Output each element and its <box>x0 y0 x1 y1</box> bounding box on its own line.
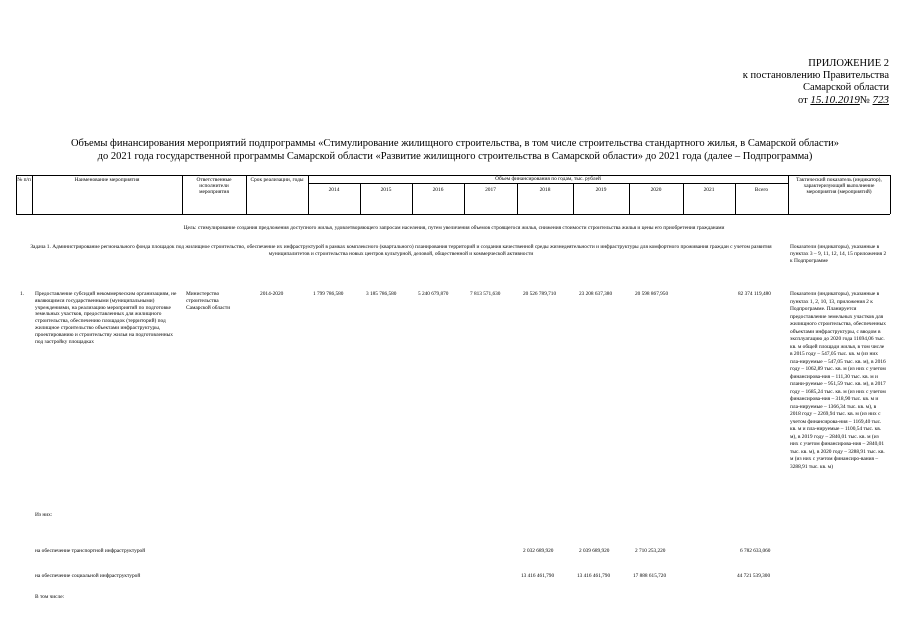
title-line2: до 2021 года государственной программы Самарской области «Развитие жилищного строительства в Самарской области» до 2021 года (далее – Подпрограмма) <box>97 151 813 162</box>
document-title <box>40 137 870 163</box>
title-line1: Объемы финансирования мероприятий подпрограммы «Стимулирование жилищного строительства, в том числе строительства стандартного жилья, в Самарской области» <box>70 138 840 149</box>
header-indicator: Тактический показатель (индикатор), характеризующий выполнение мероприятия (мероприятий) <box>796 177 882 196</box>
row1-2020: 20 598 867,950 <box>635 291 669 297</box>
row1-2018: 20 526 789,710 <box>523 291 557 297</box>
transport-name: на обеспечение транспортной инфраструктурой <box>35 548 146 554</box>
transport-total: 6 782 633,060 <box>740 548 771 554</box>
row1-period: 2014-2020 <box>260 291 284 297</box>
social-2019: 13 416 461,790 <box>577 573 611 579</box>
social-2020: 17 888 615,720 <box>633 573 667 579</box>
row1-exec: Министерство строительства Самарской области <box>186 291 231 311</box>
year-2016: 2016 <box>432 187 444 193</box>
social-2018: 13 416 461,790 <box>521 573 555 579</box>
row1-2017: 7 813 571,630 <box>470 291 501 297</box>
appendix-title: ПРИЛОЖЕНИЕ 2 <box>808 58 889 69</box>
goal-text: Цель: стимулирование создания предложения доступного жилья, удовлетворяющего запросам населения, путем увеличения объемов строящегося жилья, снижения стоимости строительства жилья и цены его приобретения гражданами <box>183 225 725 231</box>
social-name: на обеспечение социальной инфраструктурой <box>35 573 141 579</box>
header-period: Срок реализации, годы <box>250 177 304 183</box>
appendix-number: 723 <box>872 94 889 106</box>
row1-2016: 5 240 679,870 <box>418 291 449 297</box>
year-2017: 2017 <box>485 187 496 193</box>
year-2014: 2014 <box>328 187 340 193</box>
year-2021: 2021 <box>703 187 715 193</box>
row1-2014: 1 799 786,580 <box>313 291 344 297</box>
of-which-label: Из них: <box>35 512 53 518</box>
row1-2019: 23 208 637,380 <box>579 291 613 297</box>
row1-name: Предоставление субсидий некоммерческим организациям, не являющимся государственными (муниципальными) учреждениями, на реализацию мероприятий по подготовке земельных участков, предоставленных для жилищного строительства, обеспечению площадок (территорий) под жилищное строительство объектами инфраструктуры, проектированию и строительству жилья на подготовленных под застройку площадках <box>35 291 177 345</box>
transport-2019: 2 039 689,920 <box>579 548 610 554</box>
appendix-block <box>689 58 889 107</box>
appendix-date-line <box>689 94 889 107</box>
row1-2015: 3 185 786,580 <box>366 291 397 297</box>
row1-num: 1. <box>20 291 25 297</box>
year-2020: 2020 <box>650 187 662 193</box>
header-exec: Ответственные исполнители мероприятия <box>196 177 232 196</box>
row1-indicator: Показатели (индикаторы), указанные в пунктах 1, 2, 10, 13, приложения 2 к Подпрограмме. Планируется предоставление земельных участков для жилищного строительства, обеспеченных объектами инфраструктуры, с вводом в эксплуатацию до 2020 года 11694,06 тыс. кв. м общей площади жилья, в том числе в 2015 году – 547,05 тыс. кв. м (из них пла-нируемые – 547,05 тыс. кв. м), в 2016 году – 1062,89 тыс. кв. м (из них с учетом финансирова-ния – 111,30 тыс. кв. м и плани-руемые – 951,59 тыс. кв. м), в 2017 году – 1685,24 тыс. кв. м (из них с учетом финансирова-ния – 318,90 тыс. кв. м и пла-нируемые – 1366,34 тыс. кв. м), в 2018 году – 2269,94 тыс. кв. м (из них с учетом финансирова-ния – 1169,40 тыс. кв. м и пла-нируемые – 1100,54 тыс. кв. м), в 2019 году – 2840,01 тыс. кв. м (из них с учетом финансирова-ния – 2840,01 тыс. кв. м), в 2020 году – 3288,91 тыс. кв. м (из них с учетом финансиро-вания – 3288,91 тыс. кв. м) <box>790 291 886 470</box>
header-num: № п/п <box>17 177 31 183</box>
appendix-date: 15.10.2019 <box>810 94 860 106</box>
year-2015: 2015 <box>380 187 392 193</box>
row1-total: 82 374 119,480 <box>738 291 771 297</box>
social-total: 44 721 539,300 <box>737 573 771 579</box>
task-text: Задача 1. Администрирование регионального фонда площадок под жилищное строительство, обеспечение их инфраструктурой в рамках комплексного (квартального) планирования территорий и создания качественной среды жизнедеятельности и инфраструктуры для комфортного проживания граждан с учетом развития муниципалитетов и строительства новых центров культурной, деловой, общественной и коммерческой активности <box>30 244 772 257</box>
appendix-no: № <box>859 95 870 106</box>
appendix-line2: Самарской области <box>803 82 889 93</box>
header-name: Наименование мероприятия <box>74 177 140 183</box>
year-2019: 2019 <box>595 187 607 193</box>
year-total: Всего <box>754 187 769 193</box>
header-funding: Объем финансирования по годам, тыс. рублей <box>495 176 601 182</box>
appendix-line1: к постановлению Правительства <box>742 70 889 81</box>
task-indicator: Показатели (индикаторы), указанные в пунктах 3 – 9, 11, 12, 14, 15 приложения 2 к Подпрограмме <box>790 244 887 264</box>
year-2018: 2018 <box>539 187 551 193</box>
transport-2020: 2 710 253,220 <box>635 548 666 554</box>
appendix-from: от <box>798 95 808 106</box>
including-label: В том числе: <box>35 594 65 600</box>
transport-2018: 2 032 689,920 <box>523 548 554 554</box>
